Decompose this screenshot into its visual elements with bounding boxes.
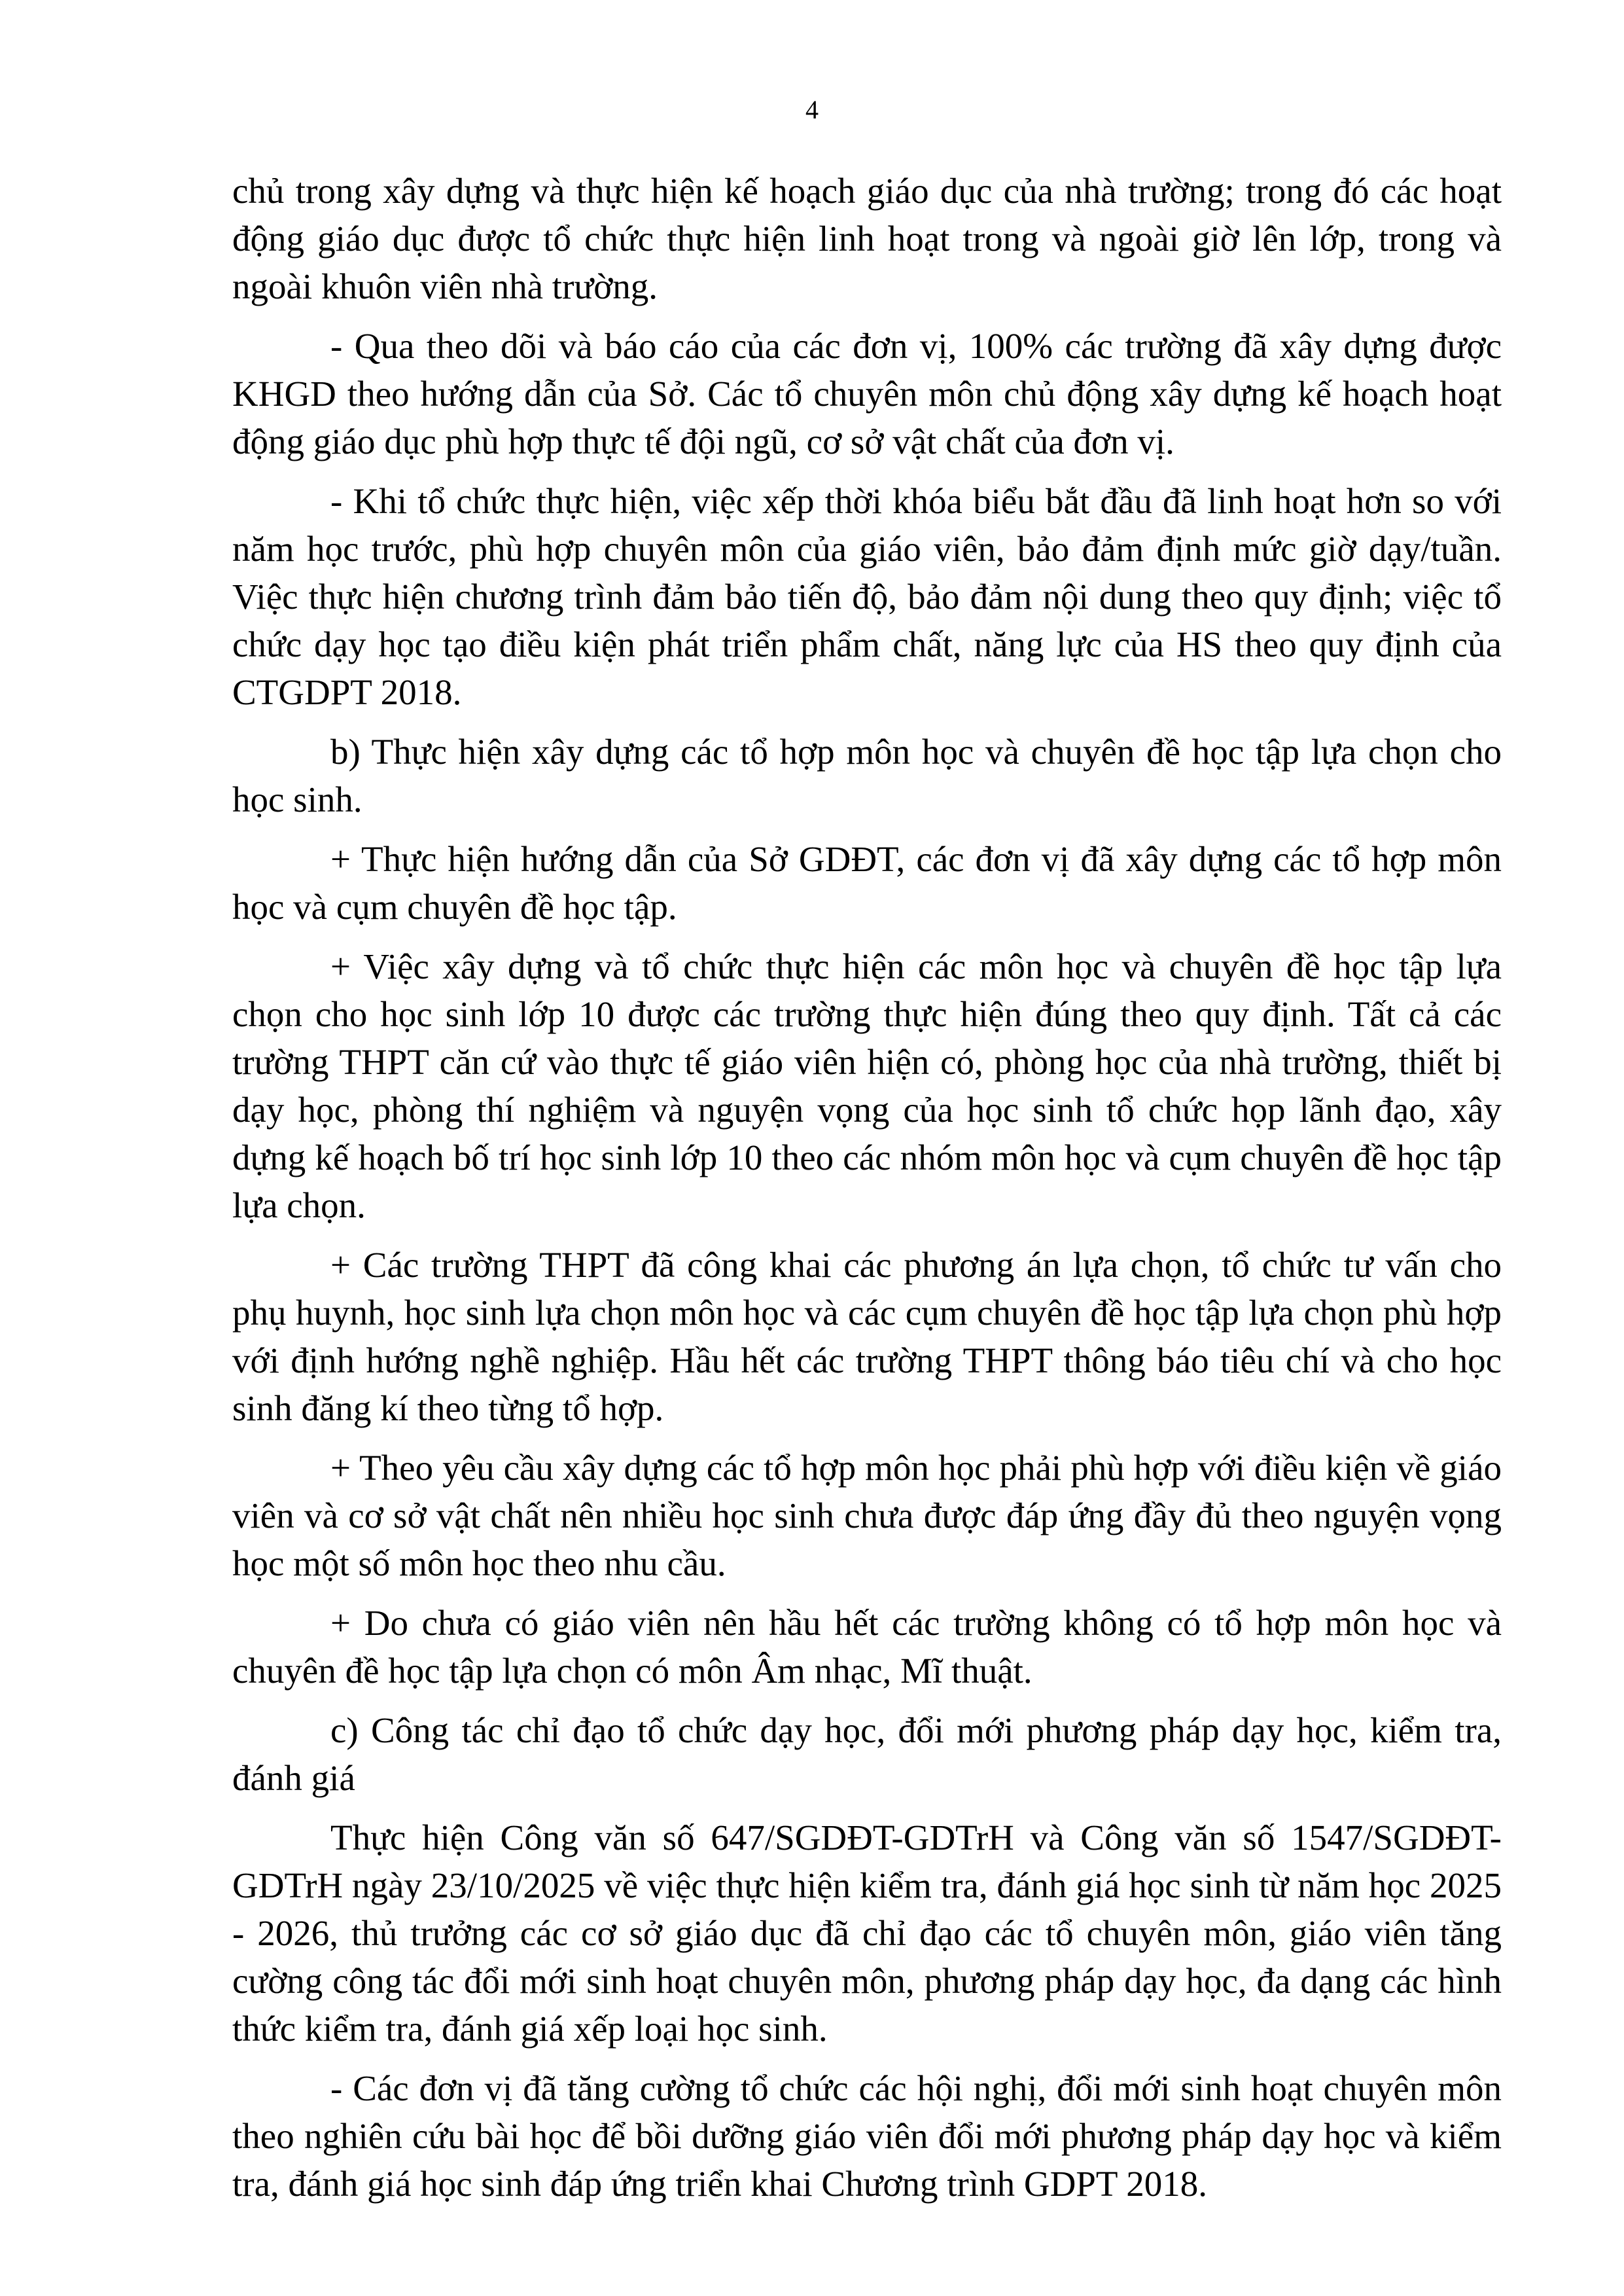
section-heading-c: c) Công tác chỉ đạo tổ chức dạy học, đổi mới phương pháp dạy học, kiểm tra, đánh giá <box>232 1710 1502 1798</box>
page-number: 4 <box>805 95 819 124</box>
paragraph-conferences: - Các đơn vị đã tăng cường tổ chức các hội nghị, đổi mới sinh hoạt chuyên môn theo nghiên cứu bài học để bồi dưỡng giáo viên đổi mới phương pháp dạy học và kiểm tra, đánh giá học sinh đáp ứng triển khai Chương trình GDPT 2018. <box>232 2068 1502 2204</box>
paragraph-counseling: + Các trường THPT đã công khai các phương án lựa chọn, tổ chức tư vấn cho phụ huynh, học sinh lựa chọn môn học và các cụm chuyên đề học tập lựa chọn phù hợp với định hướng nghề nghiệp. Hầu hết các trường THPT thông báo tiêu chí và cho học sinh đăng kí theo từng tổ hợp. <box>232 1245 1502 1428</box>
document-body <box>232 167 1502 2219</box>
paragraph-continuation: chủ trong xây dựng và thực hiện kế hoạch giáo dục của nhà trường; trong đó các hoạt động giáo dục được tổ chức thực hiện linh hoạt trong và ngoài giờ lên lớp, trong và ngoài khuôn viên nhà trường. <box>232 171 1502 306</box>
paragraph-official-letters: Thực hiện Công văn số 647/SGDĐT-GDTrH và Công văn số 1547/SGDĐT-GDTrH ngày 23/10/2025 về việc thực hiện kiểm tra, đánh giá học sinh từ năm học 2025 - 2026, thủ trưởng các cơ sở giáo dục đã chỉ đạo các tổ chuyên môn, giáo viên tăng cường công tác đổi mới sinh hoạt chuyên môn, phương pháp dạy học, đa dạng các hình thức kiểm tra, đánh giá xếp loại học sinh. <box>232 1818 1502 2049</box>
paragraph-requirements: + Theo yêu cầu xây dựng các tổ hợp môn học phải phù hợp với điều kiện về giáo viên và cơ sở vật chất nên nhiều học sinh chưa được đáp ứng đầy đủ theo nguyện vọng học một số môn học theo nhu cầu. <box>232 1448 1502 1583</box>
paragraph-guidance: + Thực hiện hướng dẫn của Sở GDĐT, các đơn vị đã xây dựng các tổ hợp môn học và cụm chuyên đề học tập. <box>232 839 1502 927</box>
paragraph-khgd-report: - Qua theo dõi và báo cáo của các đơn vị, 100% các trường đã xây dựng được KHGD theo hướng dẫn của Sở. Các tổ chuyên môn chủ động xây dựng kế hoạch hoạt động giáo dục phù hợp thực tế đội ngũ, cơ sở vật chất của đơn vị. <box>232 326 1502 461</box>
paragraph-timetable: - Khi tổ chức thực hiện, việc xếp thời khóa biểu bắt đầu đã linh hoạt hơn so với năm học trước, phù hợp chuyên môn của giáo viên, bảo đảm định mức giờ dạy/tuần. Việc thực hiện chương trình đảm bảo tiến độ, bảo đảm nội dung theo quy định; việc tổ chức dạy học tạo điều kiện phát triển phẩm chất, năng lực của HS theo quy định của CTGDPT 2018. <box>232 481 1502 712</box>
paragraph-music-art: + Do chưa có giáo viên nên hầu hết các trường không có tổ hợp môn học và chuyên đề học tập lựa chọn có môn Âm nhạc, Mĩ thuật. <box>232 1603 1502 1691</box>
section-heading-b: b) Thực hiện xây dựng các tổ hợp môn học và chuyên đề học tập lựa chọn cho học sinh. <box>232 732 1502 819</box>
paragraph-grade10-subjects: + Việc xây dựng và tổ chức thực hiện các môn học và chuyên đề học tập lựa chọn cho học sinh lớp 10 được các trường thực hiện đúng theo quy định. Tất cả các trường THPT căn cứ vào thực tế giáo viên hiện có, phòng học của nhà trường, thiết bị dạy học, phòng thí nghiệm và nguyện vọng của học sinh tổ chức họp lãnh đạo, xây dựng kế hoạch bố trí học sinh lớp 10 theo các nhóm môn học và cụm chuyên đề học tập lựa chọn. <box>232 946 1502 1225</box>
